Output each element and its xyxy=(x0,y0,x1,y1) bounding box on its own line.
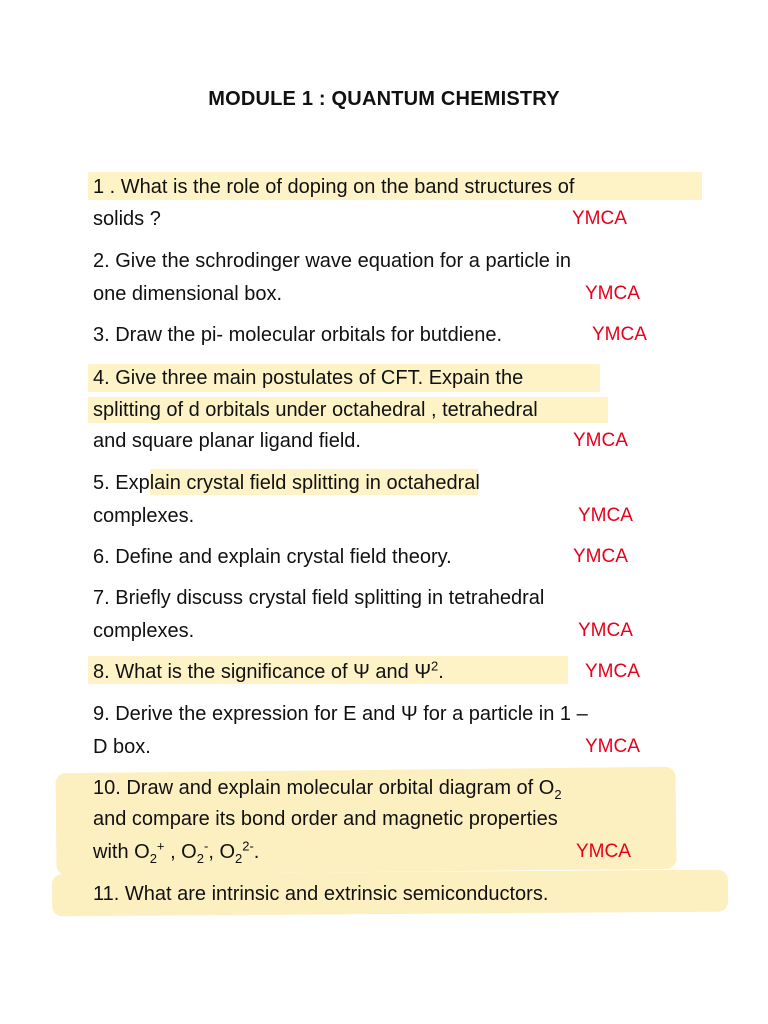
question-10-line-1 xyxy=(93,775,562,801)
question-4-line-1: 4. Give three main postulates of CFT. Expain the xyxy=(93,367,524,389)
question-10-line-2: and compare its bond order and magnetic properties xyxy=(93,808,558,830)
question-5-tag: YMCA xyxy=(578,505,633,526)
question-9-line-1: 9. Derive the expression for E and Ψ for a particle in 1 – xyxy=(93,703,588,725)
question-7-line-1: 7. Briefly discuss crystal field splitting in tetrahedral xyxy=(93,587,545,609)
question-2-tag: YMCA xyxy=(585,283,640,304)
question-6-tag: YMCA xyxy=(573,546,628,567)
question-10-line-3 xyxy=(93,839,259,865)
question-9-tag: YMCA xyxy=(585,736,640,757)
question-4-line-3: and square planar ligand field. xyxy=(93,430,361,452)
question-2-line-2: one dimensional box. xyxy=(93,283,283,305)
question-4-line-2: splitting of d orbitals under octahedral , tetrahedral xyxy=(93,399,538,421)
page-title: MODULE 1 : QUANTUM CHEMISTRY xyxy=(208,88,560,110)
question-8-text: 8. What is the significance of Ψ and Ψ xyxy=(93,661,432,683)
ion-1-subscript: 2 xyxy=(149,851,157,866)
question-10-with: with O xyxy=(93,841,150,863)
question-4-tag: YMCA xyxy=(573,430,628,451)
question-8-line-1 xyxy=(93,659,444,685)
question-10-tag: YMCA xyxy=(576,841,631,862)
ion-3-subscript: 2 xyxy=(235,851,243,866)
question-11-line-1: 11. What are intrinsic and extrinsic semiconductors. xyxy=(93,883,549,905)
ion-3-charge: 2- xyxy=(242,838,254,854)
question-3-tag: YMCA xyxy=(592,324,647,345)
question-5-line-2: complexes. xyxy=(93,505,195,527)
question-3-line-1: 3. Draw the pi- molecular orbitals for butdiene. xyxy=(93,324,503,346)
ion-1-charge: + xyxy=(156,838,165,854)
question-7-line-2: complexes. xyxy=(93,620,195,642)
question-5-line-1: 5. Explain crystal field splitting in octahedral xyxy=(93,472,480,494)
ion-2-subscript: 2 xyxy=(196,851,204,866)
question-1-tag: YMCA xyxy=(572,208,627,229)
ion-separator-2: , O xyxy=(208,841,235,863)
question-2-line-1: 2. Give the schrodinger wave equation for a particle in xyxy=(93,250,572,272)
ion-separator-1: , O xyxy=(164,841,197,863)
question-9-line-2: D box. xyxy=(93,736,151,758)
question-1-line-1: 1 . What is the role of doping on the band structures of xyxy=(93,176,575,198)
question-8-period: . xyxy=(438,661,444,683)
question-8-tag: YMCA xyxy=(585,661,640,682)
question-10-o2-subscript: 2 xyxy=(554,787,562,802)
question-10-period: . xyxy=(253,841,260,863)
question-6-line-1: 6. Define and explain crystal field theory. xyxy=(93,546,452,568)
question-1-line-2: solids ? xyxy=(93,208,161,230)
question-7-tag: YMCA xyxy=(578,620,633,641)
question-10-text: 10. Draw and explain molecular orbital diagram of O xyxy=(93,777,555,799)
ion-2-charge: - xyxy=(203,838,209,854)
question-8-superscript: 2 xyxy=(431,658,439,674)
